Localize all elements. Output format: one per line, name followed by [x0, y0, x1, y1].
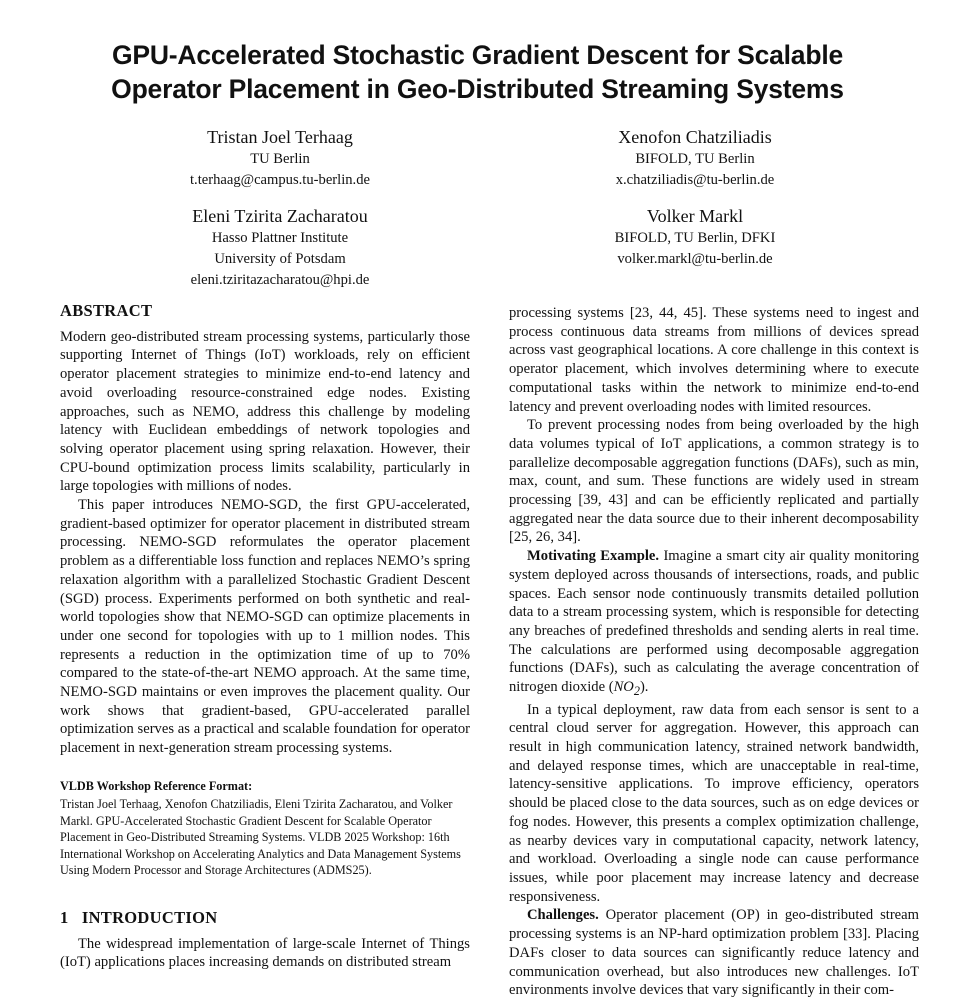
paragraph-end: ).	[639, 679, 649, 696]
author-block	[535, 205, 855, 270]
author-block	[120, 205, 440, 291]
author-name: Eleni Tzirita Zacharatou	[192, 206, 368, 226]
author-block	[120, 126, 440, 191]
abstract-heading: ABSTRACT	[60, 301, 153, 320]
paper-title	[20, 38, 935, 106]
title-line-2: Operator Placement in Geo-Distributed Streaming Systems	[111, 74, 844, 104]
author-affiliation: TU Berlin	[250, 151, 310, 167]
formula	[613, 679, 640, 698]
author-affiliation: University of Potsdam	[214, 251, 346, 267]
author-affiliation: BIFOLD, TU Berlin, DFKI	[614, 230, 776, 246]
left-column	[60, 302, 470, 972]
author-name: Tristan Joel Terhaag	[207, 127, 353, 147]
author-email: eleni.tziritazacharatou@hpi.de	[190, 272, 370, 288]
title-line-1: GPU-Accelerated Stochastic Gradient Descent for Scalable	[111, 40, 844, 70]
section-number: 1	[60, 907, 69, 927]
paragraph-lead: Motivating Example.	[527, 548, 660, 565]
intro-paragraph: processing systems [23, 44, 45]. These systems need to ingest and process continuous data streams from millions of devices spread across vast geographical locations. A core challenge in this context is operator placement, which involves determining where to execute computational tasks within the network to minimize end-to-end latency and prevent overloading nodes with limited resources.	[509, 305, 919, 415]
reference-format-heading: VLDB Workshop Reference Format:	[60, 778, 253, 793]
formula-subscript: 2	[633, 683, 640, 698]
author-affiliation: BIFOLD, TU Berlin	[635, 151, 755, 167]
author-affiliation: Hasso Plattner Institute	[211, 230, 349, 246]
section-title: INTRODUCTION	[81, 907, 218, 927]
formula-text: NO	[613, 679, 634, 696]
intro-paragraph	[509, 547, 919, 701]
paragraph-body: Imagine a smart city air quality monitoring system deployed across thousands of intersections, roads, and public spaces. Each sensor node continuously transmits detailed pollution data to a stream processing system, which is responsible for detecting any breaches of predefined thresholds and sending alerts in real time. The calculations are performed using decomposable aggregation functions (DAFs), such as calculating the average concentration of nitrogen dioxide (	[509, 548, 919, 696]
abstract-paragraph: Modern geo-distributed stream processing systems, particularly those supporting Internet of Things (IoT) workloads, rely on efficient operator placement strategies to minimize end-to-end latency and avoid overloading resource-constrained edge nodes. Existing approaches, such as NEMO, address this challenge by modeling latency with Euclidean embeddings of network topologies and solving operator placement using spring relaxation. However, their CPU-bound optimization process limits scalability, particularly in large topologies with millions of nodes.	[60, 328, 470, 495]
intro-paragraph: In a typical deployment, raw data from each sensor is sent to a central cloud server for aggregation. However, this approach can result in high communication latency, strained network bandwidth, and delayed response times, which are unacceptable in real-time, latency-sensitive applications. To improve efficiency, operators should be placed close to the data sources, such as on edge devices or fog nodes. However, this presents a complex optimization challenge, as nearby devices vary in computational capacity, network latency, and workload. Overloading a single node can cause performance issues, while poor placement may increase latency and decrease responsiveness.	[509, 701, 919, 905]
author-name: Volker Markl	[646, 206, 744, 226]
paragraph-lead: Challenges.	[527, 907, 599, 924]
abstract-paragraph: This paper introduces NEMO-SGD, the first GPU-accelerated, gradient-based optimizer for operator placement in distributed stream processing. NEMO-SGD reformulates the operator placement problem as a differentiable loss function and replaces NEMO’s spring relaxation algorithm with a parallelized Stochastic Gradient Descent (SGD) process. Experiments performed on both synthetic and real-world topologies show that NEMO-SGD can optimize placements in under one second for topologies with up to 1 million nodes. This represents a reduction in the optimization time of up to 70% compared to the state-of-the-art NEMO approach. At the same time, NEMO-SGD maintains or even improves the placement quality. Our work shows that gradient-based, GPU-accelerated parallel optimization serves as a practical and scalable foundation for operator placement in next-generation stream processing systems.	[60, 497, 470, 757]
intro-paragraph: To prevent processing nodes from being overloaded by the high data volumes typical of IoT applications, a common strategy is to parallelize decomposable aggregation functions (DAFs), such as min, max, count, and sum. These functions are widely used in stream processing [39, 43] and can be efficiently replicated and partially aggregated near the data source due to their inherent decomposability [25, 26, 34].	[509, 417, 919, 546]
intro-paragraph	[509, 906, 919, 1000]
author-block	[535, 126, 855, 191]
author-email: t.terhaag@campus.tu-berlin.de	[190, 172, 370, 188]
intro-paragraph: The widespread implementation of large-scale Internet of Things (IoT) applications places increasing demands on distributed stream	[60, 935, 470, 971]
section-heading	[60, 909, 470, 928]
reference-format-text: Tristan Joel Terhaag, Xenofon Chatziliadis, Eleni Tzirita Zacharatou, and Volker Markl. GPU-Accelerated Stochastic Gradient Descent for Scalable Operator Placement in Geo-Distributed Streaming Systems. VLDB 2025 Workshop: 16th International Workshop on Accelerating Analytics and Data Management Systems Using Modern Processor and Storage Architectures (ADMS25).	[60, 797, 461, 878]
author-name: Xenofon Chatziliadis	[618, 127, 772, 147]
paragraph-body: Operator placement (OP) in geo-distributed stream processing systems is an NP-hard optimization problem [33]. Placing DAFs closer to data sources can significantly reduce latency and communication overhead, but also introduces new challenges. IoT environments involve devices that vary significantly in their com-	[509, 907, 919, 999]
author-email: volker.markl@tu-berlin.de	[617, 251, 773, 267]
right-column	[509, 304, 919, 1000]
author-email: x.chatziliadis@tu-berlin.de	[615, 172, 775, 188]
reference-format	[60, 778, 470, 879]
